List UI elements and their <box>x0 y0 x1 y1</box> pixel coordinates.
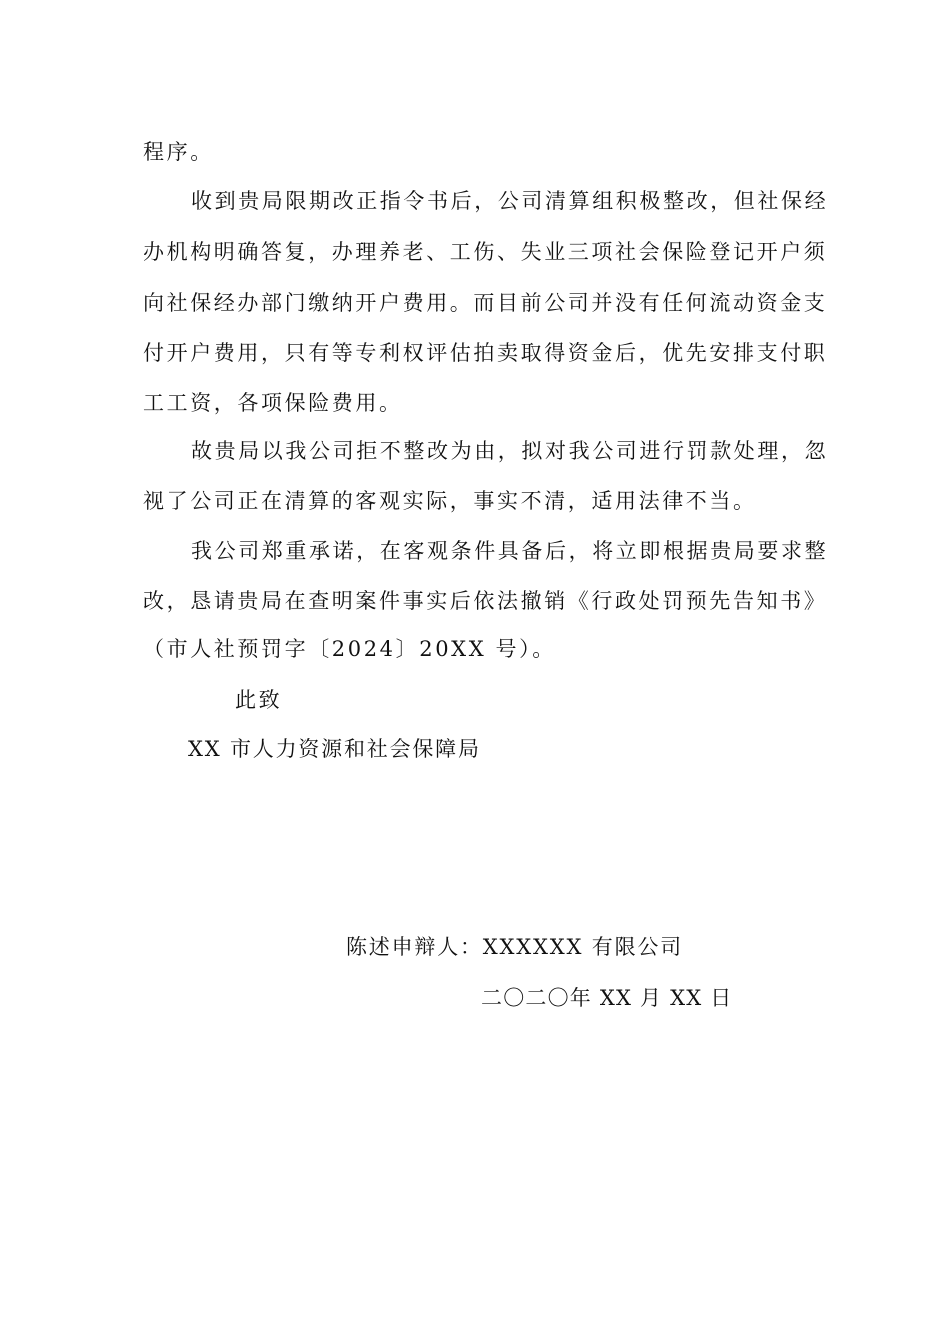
date: 二〇二〇年 XX 月 XX 日 <box>481 986 733 1010</box>
body-line-2: 收到贵局限期改正指令书后，公司清算组积极整改，但社保经 <box>191 189 829 213</box>
body-line-1: 程序。 <box>143 140 214 164</box>
recipient: XX 市人力资源和社会保障局 <box>188 737 481 761</box>
body-line-11: （市人社预罚字〔2024〕20XX 号）。 <box>143 637 556 661</box>
body-line-7: 故贵局以我公司拒不整改为由，拟对我公司进行罚款处理，忽 <box>191 439 829 463</box>
body-line-10: 改，恳请贵局在查明案件事实后依法撤销《行政处罚预先告知书》 <box>143 589 828 613</box>
salutation: 此致 <box>235 688 283 712</box>
body-line-8: 视了公司正在清算的客观实际，事实不清，适用法律不当。 <box>143 489 757 513</box>
body-line-3: 办机构明确答复，办理养老、工伤、失业三项社会保险登记开户须 <box>143 240 828 264</box>
body-line-4: 向社保经办部门缴纳开户费用。而目前公司并没有任何流动资金支 <box>143 291 828 315</box>
body-line-6: 工工资，各项保险费用。 <box>143 391 403 415</box>
body-line-9: 我公司郑重承诺，在客观条件具备后，将立即根据贵局要求整 <box>191 539 829 563</box>
body-line-5: 付开户费用，只有等专利权评估拍卖取得资金后，优先安排支付职 <box>143 341 828 365</box>
signer: 陈述申辩人：XXXXXX 有限公司 <box>346 935 683 959</box>
